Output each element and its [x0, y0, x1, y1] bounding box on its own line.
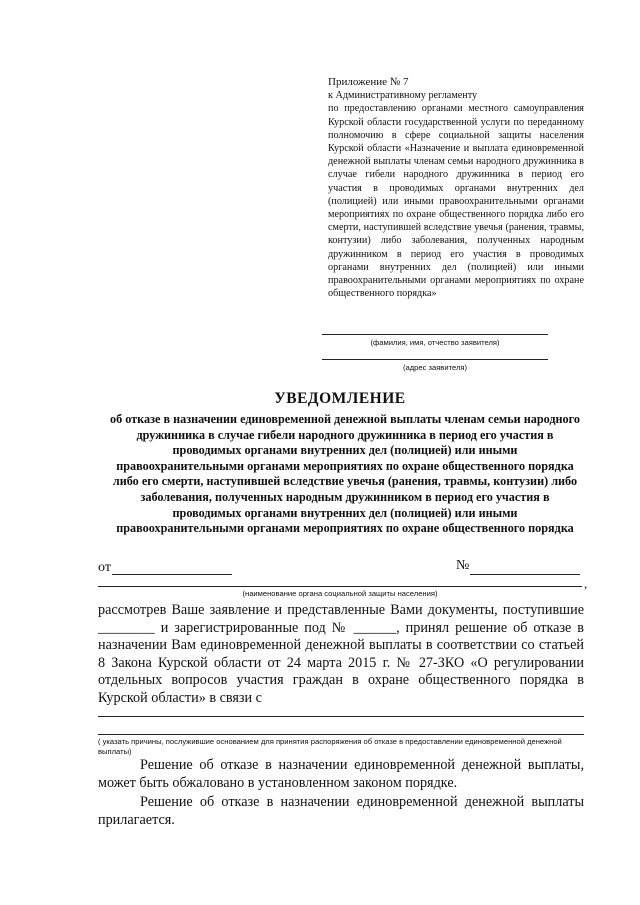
from-date-line [112, 574, 232, 575]
applicant-address-line [322, 359, 548, 360]
notice-subtitle-block [110, 410, 580, 537]
attachment-paragraph: Решение об отказе в назначении единовременной денежной выплаты прилагается. [98, 794, 584, 828]
reason-line-2 [98, 734, 584, 735]
notice-subtitle: об отказе в назначении единовременной денежной выплаты членам семьи народного дружинника в случае гибели народного дружинника в период его участия в проводимых органами внутренних дел (полицией) или иными правоохранительными органами мероприятиях по охране общественного порядка либо его смерти, наступившей вследствие увечья (ранения, травмы, контузии) либо заболевания, полученных народным дружинником в период его участия в проводимых органами внутренних дел (полицией) или иными правоохранительными органами мероприятиях по охране общественного порядка [110, 412, 580, 536]
notice-heading [60, 390, 620, 408]
appendix-line-1: к Административному регламенту [328, 90, 478, 102]
applicant-name-caption: (фамилия, имя, отчество заявителя) [370, 338, 500, 347]
applicant-address-caption: (адрес заявителя) [402, 363, 468, 372]
applicant-name-line [322, 334, 548, 335]
reason-line-1 [98, 716, 584, 717]
org-caption: (наименование органа социальной защиты населения) [242, 589, 438, 598]
number-label: № [456, 558, 470, 573]
appendix-line-2: по предоставлению органами местного самоуправления Курской области государственной услуги по переданному полномочию в сфере социальной защиты населения Курской области «Назначение и выплата единовременной денежной выплаты членам семьи народного дружинника в случае гибели народного дружинника в период его участия в проводимых органами внутренних дел (полицией) или иными правоохранительными органами мероприятиях по охране общественного порядка либо его смерти, наступившей вследствие увечья (ранения, травмы, контузии) либо заболевания, полученных народным дружинником в период его участия в проводимых органами внутренних дел (полицией) или иными правоохранительными органами мероприятиях по охране общественного порядка» [328, 103, 584, 300]
appeal-paragraph: Решение об отказе в назначении единовременной денежной выплаты, может быть обжаловано в установленном законом порядке. [98, 757, 584, 791]
number-line [470, 574, 580, 575]
from-label: от [98, 560, 111, 575]
org-line [98, 586, 582, 587]
appendix-title: Приложение № 7 [328, 76, 409, 88]
main-text: рассмотрев Ваше заявление и представленные Вами документы, поступившие ________ и зарегистрированные под № ______, принял решение об отказе в назначении Вам единовременной денежной выплаты в соответствии со статьей 8 Закона Курской области от 24 марта 2015 г. № 27-ЗКО «О регулировании отдельных вопросов участия граждан в охране общественного порядка в Курской области» в связи с [98, 602, 584, 706]
appendix-block [328, 76, 584, 300]
org-comma: , [584, 576, 588, 591]
notice-title: УВЕДОМЛЕНИЕ [274, 390, 406, 407]
reason-caption: ( указать причины, послужившие основанием для принятия распоряжения об отказе в предоставлении единовременной денежной выплаты) [98, 737, 562, 756]
